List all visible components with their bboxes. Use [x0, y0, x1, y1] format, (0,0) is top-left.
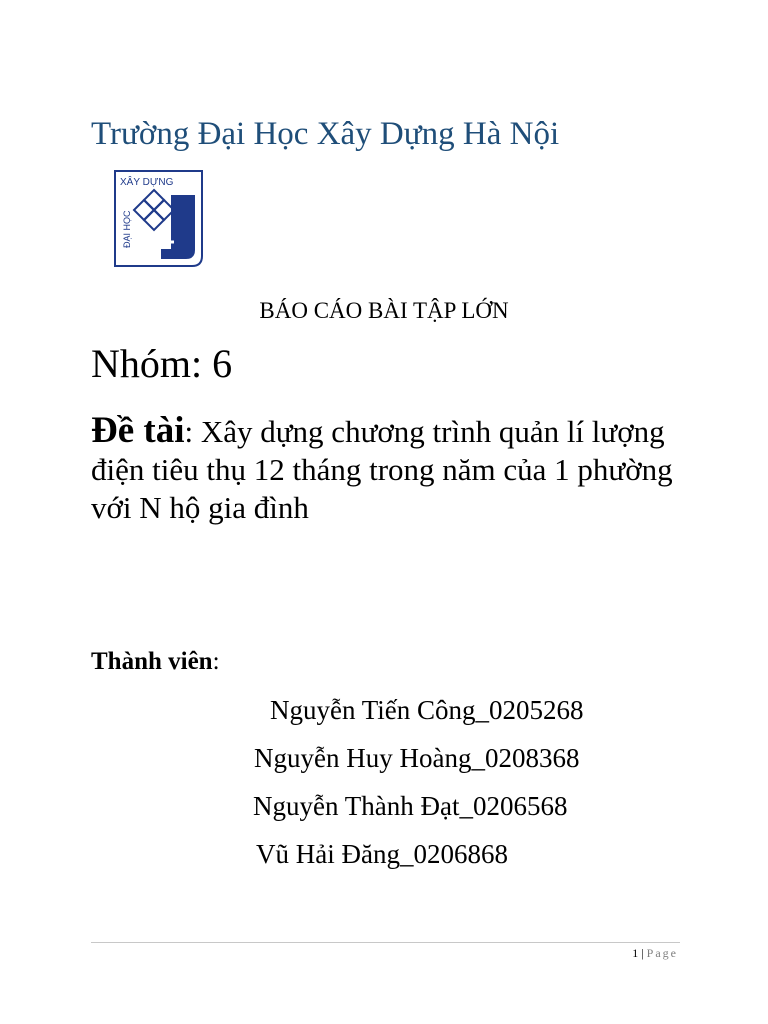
topic-paragraph [91, 412, 691, 527]
topic-label: Đề tài [91, 410, 185, 451]
page-separator: | [641, 946, 644, 960]
member-item: Nguyễn Huy Hoàng_0208368 [254, 743, 580, 773]
member-item: Nguyễn Tiến Công_0205268 [270, 695, 584, 725]
page-word: Page [646, 946, 678, 960]
page-number: 1 [632, 946, 639, 960]
members-label: Thành viên [91, 648, 213, 675]
members-label-suffix: : [212, 648, 220, 675]
report-title: BÁO CÁO BÀI TẬP LỚN [259, 298, 509, 323]
topic-text: : Xây dựng chương trình quản lí lượng điện tiêu thụ 12 tháng trong năm của 1 phường với N hộ gia đình [91, 414, 673, 525]
logo-text-side: ĐẠI HỌC [122, 210, 132, 248]
member-item: Vũ Hải Đăng_0206868 [256, 839, 508, 869]
footer-divider [91, 942, 680, 943]
group-number: Nhóm: 6 [91, 341, 233, 386]
member-item: Nguyễn Thành Đạt_0206568 [253, 791, 568, 821]
university-name: Trường Đại Học Xây Dựng Hà Nội [91, 116, 560, 152]
university-logo [112, 168, 208, 269]
page-footer [632, 946, 678, 961]
members-heading [91, 648, 220, 676]
logo-text-top: XÂY DỰNG [120, 177, 174, 188]
